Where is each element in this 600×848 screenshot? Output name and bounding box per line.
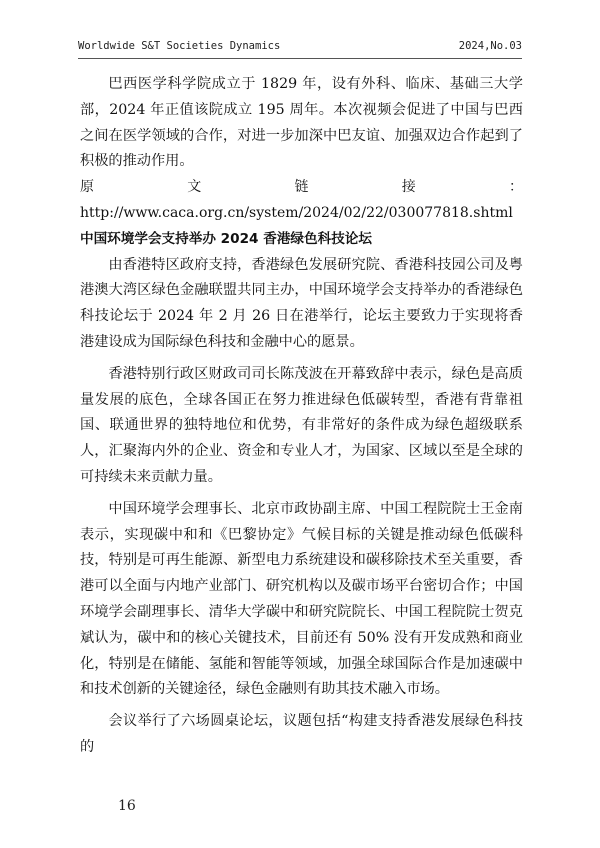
source-link[interactable]: 原文链接：http://www.caca.org.cn/system/2024/02/22/030077818.shtml bbox=[80, 179, 523, 221]
page-number: 16 bbox=[118, 798, 136, 814]
article-body bbox=[80, 72, 523, 761]
paragraph-forum-intro: 由香港特区政府支持，香港绿色发展研究院、香港科技园公司及粤港澳大湾区绿色金融联盟共同主办，中国环境学会支持举办的香港绿色科技论坛于 2024 年 2 月 26 日在港举行，论坛主要致力于实现将香港建设成为国际绿色科技和金融中心的愿景。 bbox=[80, 256, 523, 350]
running-header bbox=[78, 40, 522, 52]
paragraph-experts: 中国环境学会理事长、北京市政协副主席、中国工程院院士王金南表示，实现碳中和和《巴黎协定》气候目标的关键是推动绿色低碳科技，特别是可再生能源、新型电力系统建设和碳移除技术至关重要，香港可以全面与内地产业部门、研究机构以及碳市场平台密切合作；中国环境学会副理事长、清华大学碳中和研究院院长、中国工程院院士贺克斌认为，碳中和的核心关键技术，目前还有 50% 没有开发成熟和商业化，特别是在储能、氢能和智能等领域，加强全球国际合作是加速碳中和技术创新的关键途径，绿色金融则有助其技术融入市场。 bbox=[80, 500, 523, 698]
header-rule bbox=[78, 58, 522, 59]
issue-number: 2024,No.03 bbox=[458, 40, 522, 52]
paragraph-financial-secretary: 香港特别行政区财政司司长陈茂波在开幕致辞中表示，绿色是高质量发展的底色，全球各国正在努力推进绿色低碳转型，香港有背靠祖国、联通世界的独特地位和优势，有非常好的条件成为绿色超级联系人，汇聚海内外的企业、资金和专业人才，为国家、区域以至是全球的可持续未来贡献力量。 bbox=[80, 365, 523, 485]
paragraph-roundtables: 会议举行了六场圆桌论坛，议题包括“构建支持香港发展绿色科技的 bbox=[80, 713, 523, 755]
journal-title: Worldwide S&T Societies Dynamics bbox=[78, 40, 281, 52]
paragraph-brazil-academy: 巴西医学科学院成立于 1829 年，设有外科、临床、基础三大学部，2024 年正值该院成立 195 周年。本次视频会促进了中国与巴西之间在医学领域的合作，对进一步加深中巴友谊、加强双边合作起到了积极的推动作用。 bbox=[80, 76, 523, 170]
section-heading: 中国环境学会支持举办 2024 香港绿色科技论坛 bbox=[80, 230, 372, 247]
